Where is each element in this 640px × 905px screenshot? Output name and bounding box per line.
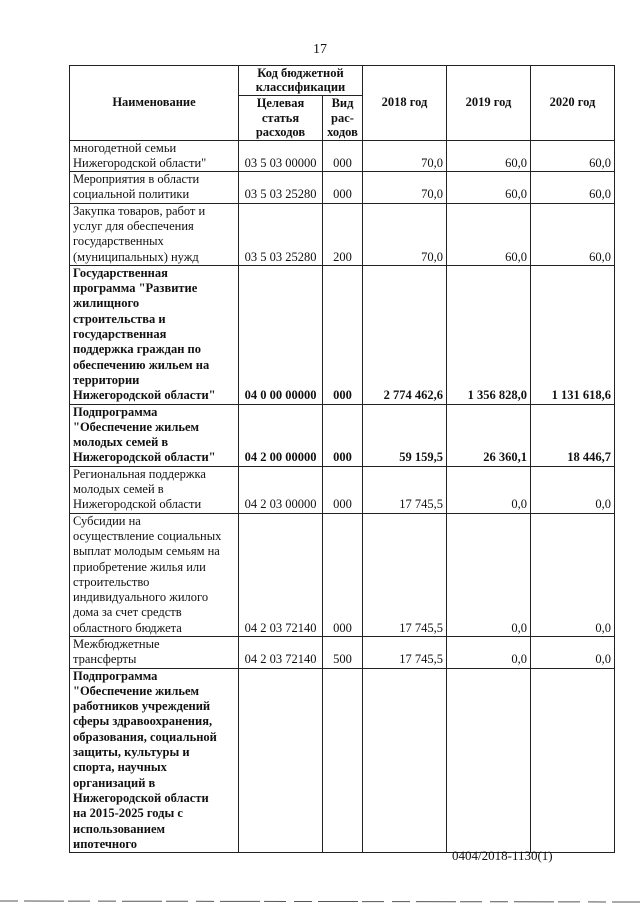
row-value-2019: 60,0 bbox=[447, 172, 531, 204]
row-target-article bbox=[239, 668, 323, 853]
row-name: многодетной семьи Нижегородской области" bbox=[70, 140, 239, 172]
row-expense-type: 000 bbox=[323, 513, 363, 636]
row-target-article: 04 2 00 00000 bbox=[239, 404, 323, 466]
row-value-2019: 60,0 bbox=[447, 203, 531, 265]
row-expense-type: 000 bbox=[323, 466, 363, 513]
row-value-2019: 0,0 bbox=[447, 637, 531, 669]
row-value-2019: 60,0 bbox=[447, 140, 531, 172]
row-value-2018: 2 774 462,6 bbox=[363, 265, 447, 404]
header-name: Наименование bbox=[70, 66, 239, 141]
row-value-2018: 70,0 bbox=[363, 140, 447, 172]
header-2018: 2018 год bbox=[363, 66, 447, 141]
row-value-2020: 60,0 bbox=[531, 203, 615, 265]
row-name: Региональная поддержка молодых семей в Нижегородской области bbox=[70, 466, 239, 513]
row-value-2018: 17 745,5 bbox=[363, 513, 447, 636]
header-2020: 2020 год bbox=[531, 66, 615, 141]
row-value-2020: 60,0 bbox=[531, 140, 615, 172]
row-expense-type: 000 bbox=[323, 404, 363, 466]
row-value-2020: 1 131 618,6 bbox=[531, 265, 615, 404]
row-value-2019: 0,0 bbox=[447, 466, 531, 513]
row-expense-type: 200 bbox=[323, 203, 363, 265]
row-name: Государственная программа "Развитие жилищного строительства и государственная поддержка граждан по обеспечению жильем на территории Нижегородской области" bbox=[70, 265, 239, 404]
row-target-article: 04 2 03 72140 bbox=[239, 637, 323, 669]
row-target-article: 04 2 03 00000 bbox=[239, 466, 323, 513]
row-value-2018: 59 159,5 bbox=[363, 404, 447, 466]
row-value-2020 bbox=[531, 668, 615, 853]
header-target-article: Целевая статья расходов bbox=[239, 96, 323, 141]
row-target-article: 03 5 03 00000 bbox=[239, 140, 323, 172]
row-name: Мероприятия в области социальной политики bbox=[70, 172, 239, 204]
row-target-article: 04 0 00 00000 bbox=[239, 265, 323, 404]
table-row bbox=[70, 404, 615, 466]
table-body bbox=[70, 140, 615, 853]
header-2019: 2019 год bbox=[447, 66, 531, 141]
row-value-2019 bbox=[447, 668, 531, 853]
row-target-article: 03 5 03 25280 bbox=[239, 172, 323, 204]
row-expense-type: 000 bbox=[323, 265, 363, 404]
row-value-2018: 17 745,5 bbox=[363, 637, 447, 669]
row-value-2020: 0,0 bbox=[531, 513, 615, 636]
header-expense-type: Вид рас-ходов bbox=[323, 96, 363, 141]
row-name: Субсидии на осуществление социальных выплат молодым семьям на приобретение жилья или строительство индивидуального жилого дома за счет средств областного бюджета bbox=[70, 513, 239, 636]
row-value-2020: 18 446,7 bbox=[531, 404, 615, 466]
table-row bbox=[70, 668, 615, 853]
table-row bbox=[70, 466, 615, 513]
scan-edge-marks bbox=[0, 892, 640, 905]
row-name: Межбюджетные трансферты bbox=[70, 637, 239, 669]
row-expense-type bbox=[323, 668, 363, 853]
table-row bbox=[70, 140, 615, 172]
row-target-article: 04 2 03 72140 bbox=[239, 513, 323, 636]
table-row bbox=[70, 513, 615, 636]
table-row bbox=[70, 203, 615, 265]
row-expense-type: 000 bbox=[323, 172, 363, 204]
row-expense-type: 000 bbox=[323, 140, 363, 172]
page-number: 17 bbox=[313, 42, 327, 57]
row-target-article: 03 5 03 25280 bbox=[239, 203, 323, 265]
row-value-2019: 1 356 828,0 bbox=[447, 265, 531, 404]
row-value-2019: 0,0 bbox=[447, 513, 531, 636]
row-value-2020: 0,0 bbox=[531, 637, 615, 669]
document-id: 0404/2018-1130(1) bbox=[452, 848, 553, 863]
row-name: Подпрограмма "Обеспечение жильем молодых семей в Нижегородской области" bbox=[70, 404, 239, 466]
table-row bbox=[70, 172, 615, 204]
row-value-2018: 70,0 bbox=[363, 172, 447, 204]
row-value-2020: 0,0 bbox=[531, 466, 615, 513]
table-row bbox=[70, 637, 615, 669]
row-name: Подпрограмма "Обеспечение жильем работников учреждений сферы здравоохранения, образования, социальной защиты, культуры и спорта, научных организаций в Нижегородской области на 2015-2025 годы с использованием ипотечного bbox=[70, 668, 239, 853]
row-name: Закупка товаров, работ и услуг для обеспечения государственных (муниципальных) нужд bbox=[70, 203, 239, 265]
row-value-2018 bbox=[363, 668, 447, 853]
row-expense-type: 500 bbox=[323, 637, 363, 669]
row-value-2019: 26 360,1 bbox=[447, 404, 531, 466]
budget-table bbox=[69, 65, 615, 853]
row-value-2020: 60,0 bbox=[531, 172, 615, 204]
row-value-2018: 17 745,5 bbox=[363, 466, 447, 513]
header-budget-code: Код бюджетной классификации bbox=[239, 66, 363, 96]
table-row bbox=[70, 265, 615, 404]
row-value-2018: 70,0 bbox=[363, 203, 447, 265]
